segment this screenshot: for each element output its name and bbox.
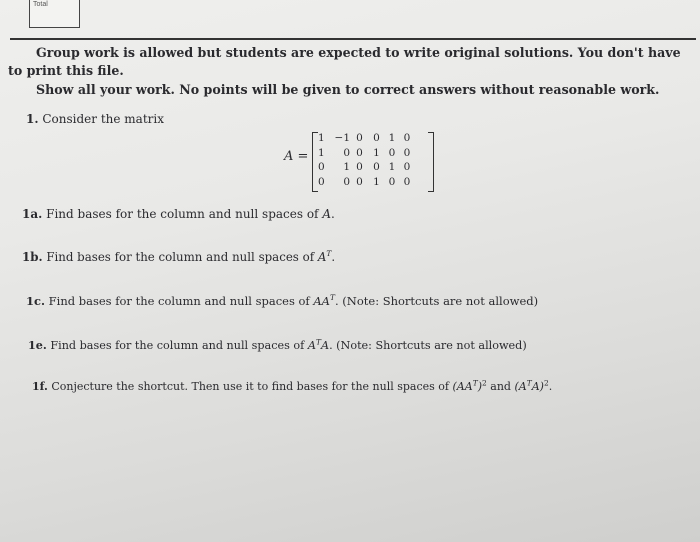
transpose-superscript: T bbox=[472, 378, 478, 388]
question-label: 1f. bbox=[32, 380, 48, 393]
matrix-cell: 0 bbox=[373, 132, 380, 145]
question-1f bbox=[32, 380, 552, 393]
horizontal-rule bbox=[10, 38, 696, 40]
matrix-cell: 0 bbox=[388, 146, 396, 159]
intro-line-1: Group work is allowed but students are expected to write original solutions. You don't have bbox=[36, 45, 681, 60]
matrix-cell: 0 bbox=[356, 132, 363, 145]
question-text: Find bases for the column and null spaces of bbox=[48, 294, 314, 308]
question-label: 1c. bbox=[26, 294, 46, 308]
matrix-row bbox=[318, 131, 414, 146]
question-label: 1b. bbox=[22, 250, 43, 264]
question-tail: . bbox=[548, 380, 553, 393]
matrix-cell: 0 bbox=[356, 175, 363, 188]
total-label: Total bbox=[33, 1, 48, 8]
question-label: 1a. bbox=[22, 207, 43, 221]
math-expression: A bbox=[307, 339, 316, 352]
question-label: 1e. bbox=[28, 338, 47, 352]
matrix-cell: 0 bbox=[343, 175, 350, 188]
matrix-row bbox=[318, 175, 414, 190]
matrix-cell: 0 bbox=[356, 146, 363, 159]
matrix-cell: 0 bbox=[403, 175, 411, 188]
transpose-superscript: T bbox=[326, 249, 332, 259]
matrix-cell: 1 bbox=[373, 146, 380, 159]
question-text: Find bases for the column and null spaces of bbox=[46, 207, 323, 221]
question-text: Find bases for the column and null spaces of bbox=[46, 250, 318, 264]
intro-line-3: Show all your work. No points will be given to correct answers without reasonable work. bbox=[36, 82, 660, 97]
matrix-row bbox=[318, 146, 414, 161]
math-expression: AA bbox=[313, 294, 330, 308]
matrix-cell: 1 bbox=[318, 132, 325, 145]
matrix-cell: 0 bbox=[343, 146, 350, 159]
math-expression: (AA bbox=[452, 380, 473, 393]
question-1a bbox=[22, 207, 335, 221]
question-1e bbox=[28, 338, 527, 352]
question-text: Find bases for the column and null spaces of bbox=[50, 339, 308, 352]
matrix-cell: 0 bbox=[373, 161, 380, 174]
matrix-cell: 0 bbox=[388, 175, 396, 188]
problem-1-number: 1. bbox=[26, 112, 39, 126]
matrix-cell: 0 bbox=[403, 161, 411, 174]
transpose-superscript: T bbox=[315, 337, 321, 347]
matrix-cell: 0 bbox=[403, 146, 411, 159]
matrix-cell: 0 bbox=[318, 175, 325, 188]
matrix-cell: 1 bbox=[388, 161, 396, 174]
math-expression: A bbox=[317, 250, 327, 264]
question-tail: . bbox=[330, 207, 335, 221]
matrix-cell: 1 bbox=[343, 161, 350, 174]
matrix-cell: 0 bbox=[318, 161, 325, 174]
question-tail: . (Note: Shortcuts are not allowed) bbox=[329, 339, 527, 352]
matrix-cell: 1 bbox=[373, 175, 380, 188]
question-tail: . bbox=[331, 250, 336, 264]
problem-1-text: Consider the matrix bbox=[42, 112, 164, 126]
question-text: Conjecture the shortcut. Then use it to find bases for the null spaces of bbox=[51, 380, 453, 393]
power-superscript: 2 bbox=[482, 378, 487, 388]
math-expression: A bbox=[322, 207, 331, 221]
problem-1-statement bbox=[26, 112, 164, 126]
question-1b bbox=[22, 250, 335, 264]
matrix-cell: 0 bbox=[356, 161, 363, 174]
matrix-cell: 1 bbox=[388, 132, 396, 145]
transpose-superscript: T bbox=[329, 293, 335, 303]
matrix-label: A = bbox=[284, 149, 309, 164]
matrix-cell: −1 bbox=[334, 132, 350, 145]
intro-line-2: to print this file. bbox=[8, 63, 124, 78]
matrix-entries bbox=[318, 131, 414, 189]
math-expression: A) bbox=[531, 380, 544, 393]
matrix-cell: 1 bbox=[318, 146, 325, 159]
math-expression: ) bbox=[477, 380, 482, 393]
matrix-right-bracket bbox=[428, 132, 434, 192]
power-superscript: 2 bbox=[543, 378, 549, 388]
question-text-mid: and bbox=[486, 380, 515, 393]
matrix-a bbox=[312, 132, 434, 192]
question-tail: . (Note: Shortcuts are not allowed) bbox=[334, 294, 539, 308]
matrix-cell: 0 bbox=[403, 132, 411, 145]
math-expression: A bbox=[320, 339, 330, 352]
math-expression: (A bbox=[514, 380, 527, 393]
question-1c bbox=[26, 294, 538, 308]
transpose-superscript: T bbox=[526, 378, 532, 388]
total-score-box bbox=[29, 0, 80, 28]
matrix-row bbox=[318, 160, 414, 175]
